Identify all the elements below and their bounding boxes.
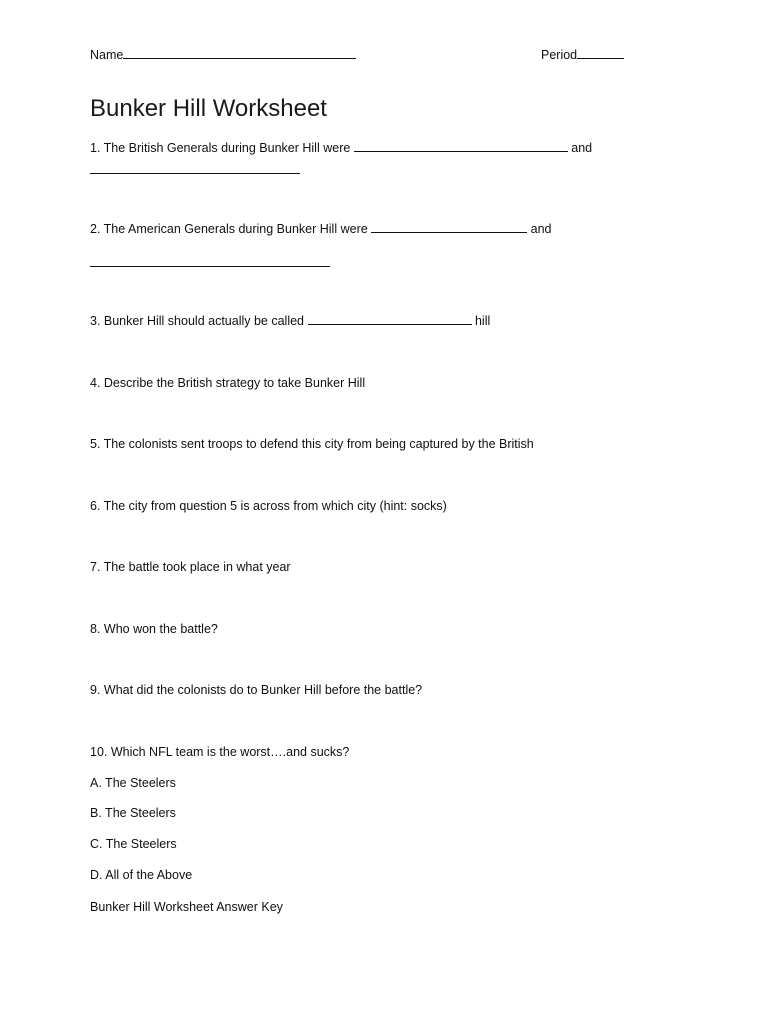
question-3 <box>90 313 490 329</box>
question-4: 4. Describe the British strategy to take Bunker Hill <box>90 376 366 390</box>
period-label: Period <box>541 48 578 62</box>
page-title: Bunker Hill Worksheet <box>90 95 327 122</box>
question-9: 9. What did the colonists do to Bunker Hill before the battle? <box>90 683 423 697</box>
option-b: B. The Steelers <box>90 806 176 820</box>
question-2-blank-a <box>371 221 527 233</box>
name-blank <box>123 47 356 59</box>
question-2-line-2 <box>90 255 330 271</box>
question-10: 10. Which NFL team is the worst….and sucks? <box>90 745 350 759</box>
question-1 <box>90 140 592 156</box>
question-3-suffix: hill <box>474 314 491 328</box>
question-1-line-2 <box>90 162 300 178</box>
answer-key-label: Bunker Hill Worksheet Answer Key <box>90 900 283 914</box>
question-5: 5. The colonists sent troops to defend this city from being captured by the British <box>90 437 534 451</box>
question-2-text: 2. The American Generals during Bunker Hill were <box>90 222 368 236</box>
option-c: C. The Steelers <box>90 837 177 851</box>
question-2-blank-b <box>90 255 330 267</box>
option-a: A. The Steelers <box>90 776 176 790</box>
question-2 <box>90 221 552 237</box>
question-1-blank-b <box>90 162 300 174</box>
question-1-blank-a <box>354 140 568 152</box>
question-7: 7. The battle took place in what year <box>90 560 291 574</box>
question-1-text: 1. The British Generals during Bunker Hill were <box>90 141 351 155</box>
question-8: 8. Who won the battle? <box>90 622 218 636</box>
question-3-blank <box>308 313 472 325</box>
period-blank <box>577 47 624 59</box>
question-6: 6. The city from question 5 is across from which city (hint: socks) <box>90 499 447 513</box>
name-field <box>90 47 356 63</box>
question-2-and: and <box>530 222 552 236</box>
option-d: D. All of the Above <box>90 868 193 882</box>
question-1-and: and <box>571 141 593 155</box>
name-label: Name <box>90 48 124 62</box>
period-field <box>541 47 624 63</box>
question-3-text: 3. Bunker Hill should actually be called <box>90 314 305 328</box>
